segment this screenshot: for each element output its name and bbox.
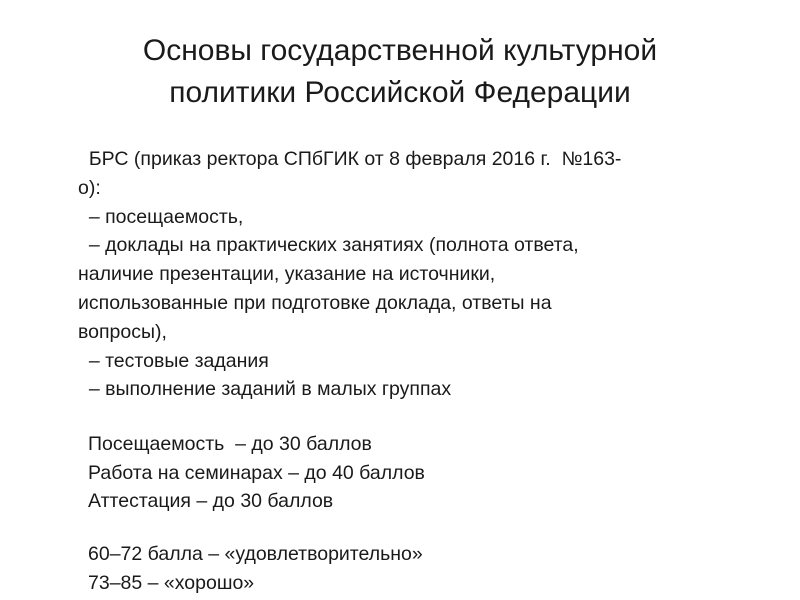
brs-line: о): (78, 176, 101, 199)
score-attendance: Посещаемость – до 30 баллов (88, 433, 372, 455)
brs-item-reports-cont: вопросы), (78, 320, 167, 343)
score-seminars: Работа на семинарах – до 40 баллов (88, 461, 425, 484)
score-breakdown (88, 430, 768, 516)
title-line-2: политики Российской Федерации (169, 76, 631, 109)
grade-satisfactory: 60–72 балла – «удовлетворительно» (88, 543, 423, 565)
brs-item-reports-cont: использованные при подготовке доклада, ответы на (78, 291, 552, 314)
slide-title (40, 30, 760, 114)
brs-item-attendance: – посещаемость, (78, 205, 244, 228)
brs-line: БРС (приказ ректора СПбГИК от 8 февраля 2016 г. №163- (78, 148, 622, 170)
brs-item-reports: – доклады на практических занятиях (полнота ответа, (78, 234, 579, 257)
grade-good: 73–85 – «хорошо» (88, 571, 255, 594)
brs-item-reports-cont: наличие презентации, указание на источники, (78, 263, 496, 286)
grade-scale (88, 540, 768, 597)
score-attestation: Аттестация – до 30 баллов (88, 490, 334, 512)
brs-item-group-tasks: – выполнение заданий в малых группах (78, 378, 452, 401)
brs-item-tests: – тестовые задания (78, 349, 269, 372)
brs-description (78, 145, 768, 404)
title-line-1: Основы государственной культурной (142, 34, 658, 67)
